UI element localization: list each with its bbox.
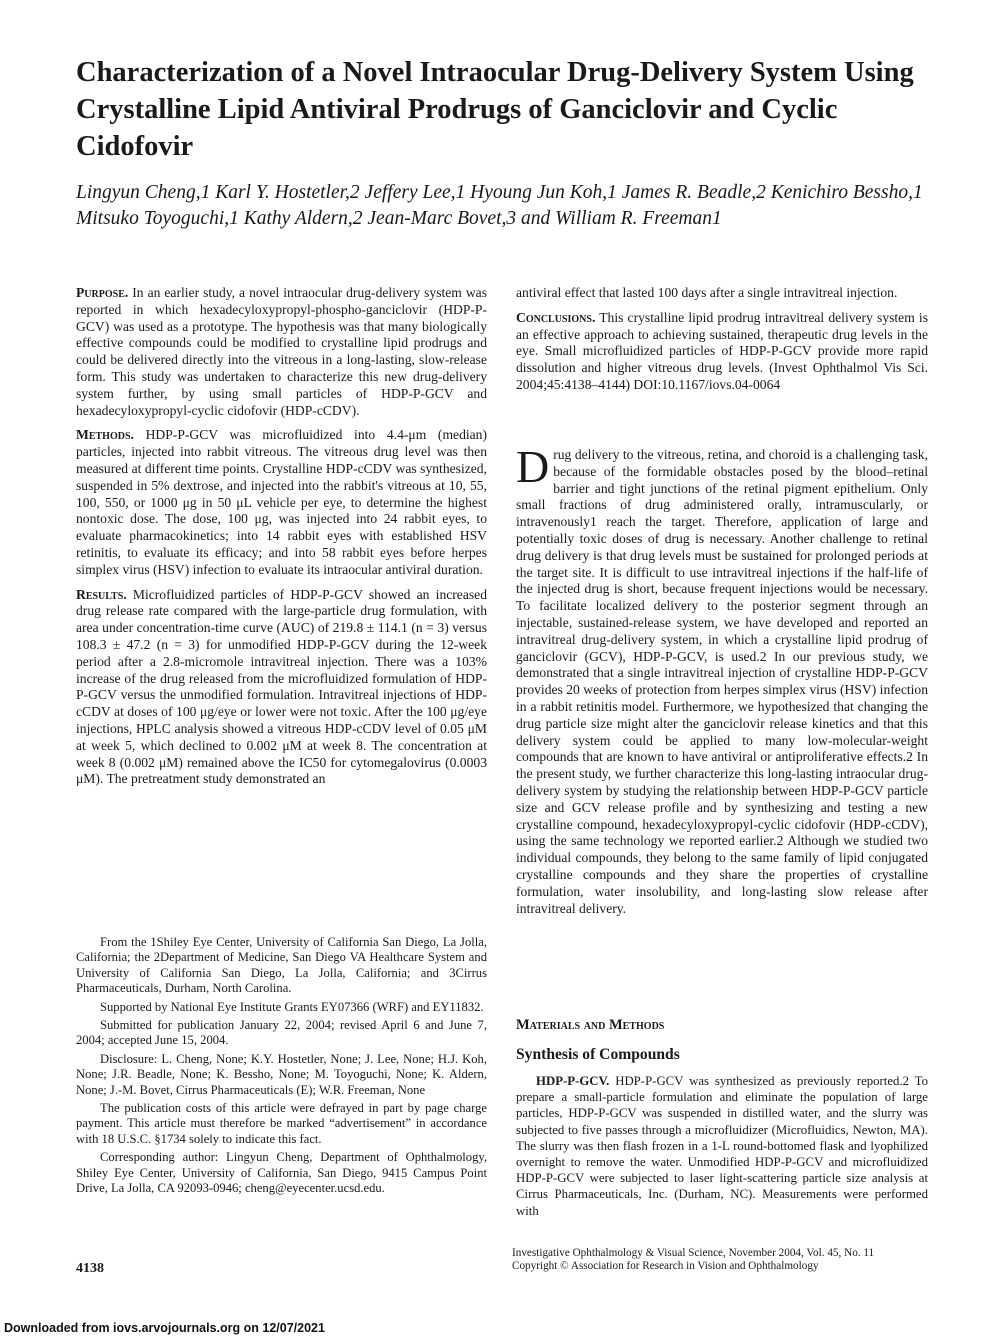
intro-paragraph	[516, 441, 928, 917]
abstract-right-column	[516, 285, 928, 402]
footnote-support: Supported by National Eye Institute Grants EY07366 (WRF) and EY11832.	[100, 999, 484, 1014]
methods-paragraph	[516, 1073, 928, 1219]
journal-info	[512, 1247, 932, 1273]
footnote-disclosure: Disclosure: L. Cheng, None; K.Y. Hostetler, None; J. Lee, None; H.J. Koh, None; J.R. Beadle, None; K. Bessho, None; M. Toyoguchi, None; K. Aldern, None; J.-M. Bovet, Cirrus Pharmaceuticals (E); W.R. Freeman, None	[76, 1051, 487, 1097]
conclusions-text: This crystalline lipid prodrug intravitreal delivery system is an effective approach to achieving sustained, therapeutic drug levels in the eye. Small microfluidized particles of HDP-P-GCV provide more rapid dissolution and higher vitreous drug levels.	[516, 309, 928, 376]
conclusions-label: Conclusions.	[516, 309, 596, 325]
purpose-label: Purpose.	[76, 285, 129, 300]
footnote-affiliation: From the 1Shiley Eye Center, University of California San Diego, La Jolla, California; the 2Department of Medicine, San Diego VA Healthcare System and University of California San Diego, La Jolla, California; and 3Cirrus Pharmaceuticals, Durham, North Carolina.	[76, 935, 487, 996]
author-list: Lingyun Cheng,1 Karl Y. Hostetler,2 Jeffery Lee,1 Hyoung Jun Koh,1 James R. Beadle,2 Kenichiro Bessho,1 Mitsuko Toyoguchi,1 Kathy Aldern,2 Jean-Marc Bovet,3 and William R. Freeman1	[76, 182, 923, 229]
copyright-line: Copyright © Association for Research in Vision and Ophthalmology	[512, 1260, 819, 1272]
footnotes	[76, 935, 487, 1200]
citation-doi: (Invest Ophthalmol Vis Sci. 2004;45:4138–4144) DOI:10.1167/iovs.04-0064	[516, 360, 928, 392]
abstract-conclusions	[516, 310, 928, 394]
abstract-purpose	[76, 285, 487, 419]
footnote-submitted: Submitted for publication January 22, 2004; revised April 6 and June 7, 2004; accepted June 15, 2004.	[76, 1018, 487, 1048]
results-label: Results.	[76, 586, 127, 602]
methods-label: Methods.	[76, 427, 134, 443]
results-text: Microfluidized particles of HDP-P-GCV showed an increased drug release rate compared with the large-particle drug formulation, with area under concentration-time curve (AUC) of 219.8 ± 114.1 (n = 3) versus 108.3 ± 47.2 (n = 3) for unmodified HDP-P-GCV during the 12-week period after a 2.8-micromole intravitreal injection. There was a 103% increase of the drug released from the microfluidized formulation of HDP-P-GCV versus the unmodified formulation. Intravitreal injections of HDP-cCDV at doses of 100 μg/eye or lower were not toxic. After the 100 μg/eye injections, HPLC analysis showed a vitreous HDP-cCDV level of 0.05 μM at week 5, which declined to 0.002 μM at week 8. The concentration at week 8 (0.002 μM) remained above the IC50 for cytomegalovirus (0.0003 μM). The pretreatment study demonstrated an	[76, 586, 487, 787]
page-number: 4138	[76, 1261, 104, 1276]
purpose-text: In an earlier study, a novel intraocular drug-delivery system was reported in which hexadecyloxypropyl-phospho-ganciclovir (HDP-P-GCV) was used as a prototype. The hypothesis was that many biologically effective compounds could be modified to crystalline lipid prodrugs and could be delivered directly into the vitreous in a long-lasting, slow-release form. This study was undertaken to characterize this new drug-delivery system further, by using small particles of HDP-P-GCV and hexadecyloxypropyl-cyclic cidofovir (HDP-cCDV).	[76, 285, 487, 418]
footnote-costs: The publication costs of this article were defrayed in part by page charge payment. This article must therefore be marked “advertisement” in accordance with 18 U.S.C. §1734 solely to indicate this fact.	[76, 1101, 487, 1146]
methods-para-text: HDP-P-GCV was synthesized as previously reported.2 To prepare a small-particle formulation and eliminate the population of large particles, HDP-P-GCV was suspended in distilled water, and the slurry was subjected to five passes through a microfluidizer (Microfluidics, Newton, MA). The slurry was then flash frozen in a 1-L round-bottomed flask and lyophilized overnight to remove the water. Unmodified HDP-P-GCV and microfluidized HDP-P-GCV were subjected to laser light-scattering particle size analysis at Cirrus Pharmaceuticals, Inc. (Durham, NC). Measurements were performed with	[516, 1074, 928, 1218]
journal-line: Investigative Ophthalmology & Visual Science, November 2004, Vol. 45, No. 11	[512, 1247, 875, 1259]
introduction	[516, 441, 928, 917]
methods-body	[516, 1073, 928, 1219]
drop-cap: D	[516, 441, 550, 492]
footnote-corresponding: Corresponding author: Lingyun Cheng, Department of Ophthalmology, Shiley Eye Center, University of California, San Diego, 9415 Campus Point Drive, La Jolla, CA 92093-0946; cheng@eyecenter.ucsd.edu.	[76, 1150, 487, 1196]
abstract-methods	[76, 427, 487, 578]
intro-text: rug delivery to the vitreous, retina, and choroid is a challenging task, because of the formidable obstacles posed by the blood–retinal barrier and tight junctions of the retinal pigment epithelium. Only small fractions of drug administered orally, intramuscularly, or intravenously1 reach the target. Therefore, application of large and potentially toxic doses of drug is necessary. Another challenge to retinal drug delivery is that drug levels must be sustained for prolonged periods at the target site. It is difficult to use intravitreal injections if the half-life of the injected drug is short, because frequent injections would be necessary. To facilitate localized delivery to the posterior segment through an injectable, sustained-release system, we have developed and reported an intravitreal drug-delivery system, in which a crystalline lipid prodrug of ganciclovir (GCV), HDP-P-GCV, is used.2 In our previous study, we demonstrated that a single intravitreal injection of crystalline HDP-P-GCV provides 20 weeks of protection from herpes simplex virus (HSV) infection in a rabbit retinitis model. Furthermore, we hypothesized that changing the drug particle size might alter the ganciclovir release kinetics and that this delivery system could be applied to many low-molecular-weight compounds that are known to have antiviral or antiproliferative effects.2 In the present study, we further characterize this long-lasting intraocular drug-delivery system by studying the relationship between HDP-P-GCV particle size and GCV release profile and by synthesizing and testing a new crystalline compound, hexadecyloxypropyl-cyclic cidofovir (HDP-cCDV), using the same technology we reported earlier.2 Although we studied two individual compounds, they belong to the same family of lipid conjugated crystalline compounds and they share the properties of crystalline formulation, water insolubility, and long-lasting slow release after intravitreal delivery.	[516, 447, 928, 916]
abstract-left-column	[76, 285, 487, 796]
methods-para-label: HDP-P-GCV.	[536, 1074, 610, 1088]
download-note: Downloaded from iovs.arvojournals.org on 12/07/2021	[4, 1321, 325, 1335]
subsection-heading: Synthesis of Compounds	[516, 1046, 680, 1063]
section-heading: Materials and Methods	[516, 1017, 665, 1033]
results-continued: antiviral effect that lasted 100 days after a single intravitreal injection.	[516, 285, 898, 300]
article-title: Characterization of a Novel Intraocular Drug-Delivery System Using Crystalline Lipid Antiviral Prodrugs of Ganciclovir and Cyclic Cidofovir	[76, 57, 914, 162]
abstract-results	[76, 587, 487, 789]
methods-text: HDP-P-GCV was microfluidized into 4.4-μm (median) particles, injected into rabbit vitreous. The vitreous drug level was then measured at different time points. Crystalline HDP-cCDV was synthesized, suspended in 5% dextrose, and injected into the rabbit's vitreous at 10, 55, 100, 550, or 1000 μg in 50 μL vehicle per eye, to determine the highest nontoxic dose. The dose, 100 μg, was injected into 24 rabbit eyes, to evaluate pharmacokinetics; into 14 rabbit eyes with established HSV retinitis, to evaluate its efficacy; and into 58 rabbit eyes before herpes simplex virus (HSV) infection to evaluate its intraocular antiviral duration.	[76, 427, 488, 577]
